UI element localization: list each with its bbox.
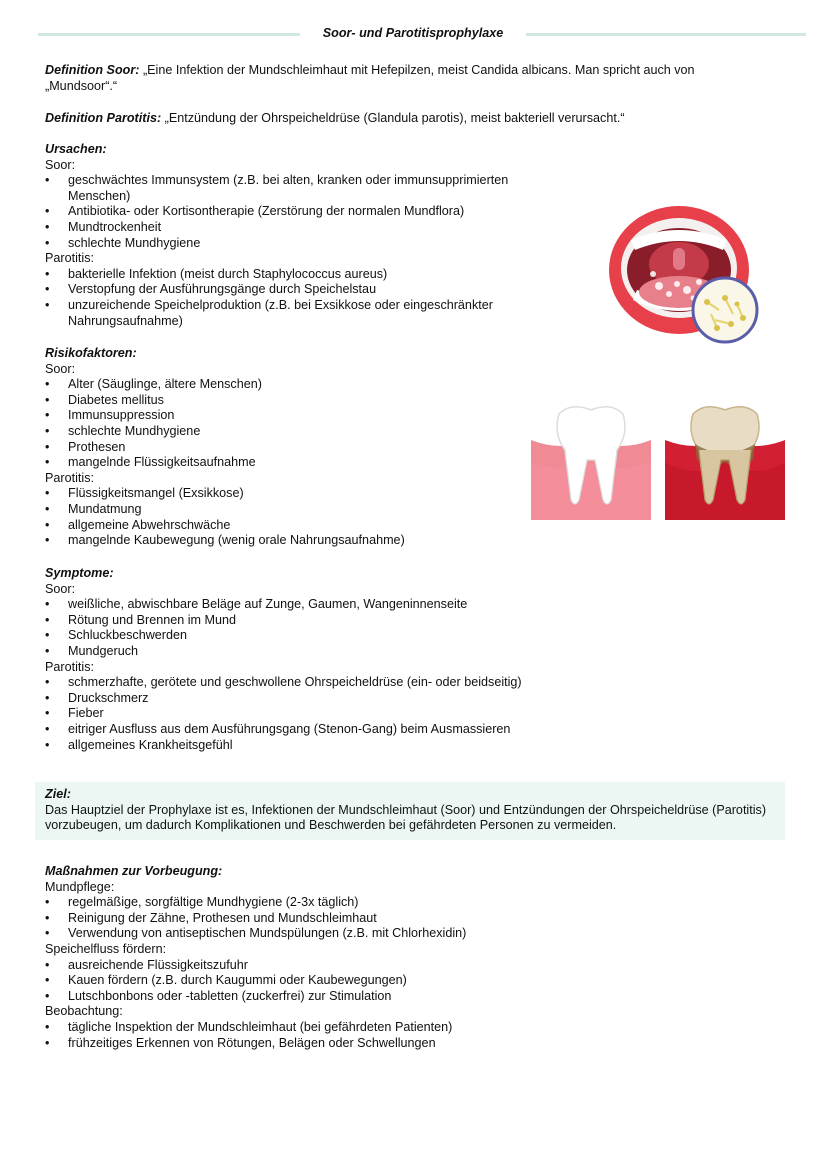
list-item: • Flüssigkeitsmangel (Exsikkose)	[45, 486, 515, 502]
speichelfluss-label: Speichelfluss fördern:	[45, 941, 167, 956]
list-item: • bakterielle Infektion (meist durch Staphylococcus aureus)	[45, 267, 565, 283]
definition-soor-text: „Eine Infektion der Mundschleimhaut mit Hefepilzen, meist Candida albicans. Man spricht auch von „Mundsoor“.“	[45, 63, 695, 93]
list-item: • mangelnde Kaubewegung (wenig orale Nahrungsaufnahme)	[45, 533, 515, 549]
ziel-box	[35, 782, 785, 840]
definition-parotitis-label: Definition Parotitis:	[45, 111, 162, 125]
list-item: • Diabetes mellitus	[45, 393, 515, 409]
list-item: • Mundatmung	[45, 502, 515, 518]
section-ursachen	[45, 142, 565, 329]
mundpflege-list	[45, 895, 745, 942]
risikofaktoren-soor-label: Soor:	[45, 361, 76, 376]
list-item: • Rötung und Brennen im Mund	[45, 613, 645, 629]
healthy-vs-inflamed-gum-illustration	[531, 400, 785, 520]
risikofaktoren-soor-list	[45, 377, 515, 471]
symptome-parotitis-list	[45, 675, 645, 753]
ziel-heading: Ziel:	[45, 787, 71, 801]
title-rule-left	[38, 33, 300, 36]
symptome-parotitis-label: Parotitis:	[45, 659, 94, 674]
symptome-soor-list	[45, 597, 645, 659]
massnahmen-heading: Maßnahmen zur Vorbeugung:	[45, 864, 223, 878]
list-item: • eitriger Ausfluss aus dem Ausführungsgang (Stenon-Gang) beim Ausmassieren	[45, 722, 645, 738]
mundpflege-label: Mundpflege:	[45, 879, 115, 894]
list-item: • Immunsuppression	[45, 408, 515, 424]
definition-parotitis	[45, 111, 765, 127]
list-item: • Druckschmerz	[45, 691, 645, 707]
list-item: • Schluckbeschwerden	[45, 628, 645, 644]
ursachen-soor-list	[45, 173, 565, 251]
list-item: • Mundgeruch	[45, 644, 645, 660]
list-item: • geschwächtes Immunsystem (z.B. bei alten, kranken oder immunsupprimierten Menschen)	[45, 173, 565, 204]
section-risikofaktoren	[45, 346, 515, 549]
list-item: • mangelnde Flüssigkeitsaufnahme	[45, 455, 515, 471]
list-item: • tägliche Inspektion der Mundschleimhaut (bei gefährdeten Patienten)	[45, 1020, 745, 1036]
list-item: • Verstopfung der Ausführungsgänge durch Speichelstau	[45, 282, 565, 298]
list-item: • Reinigung der Zähne, Prothesen und Mundschleimhaut	[45, 911, 745, 927]
list-item: • schlechte Mundhygiene	[45, 236, 565, 252]
title-bar	[38, 26, 806, 42]
list-item: • ausreichende Flüssigkeitszufuhr	[45, 958, 745, 974]
title-rule-right	[526, 33, 806, 36]
list-item: • weißliche, abwischbare Beläge auf Zunge, Gaumen, Wangeninnenseite	[45, 597, 645, 613]
list-item: • unzureichende Speichelproduktion (z.B. bei Exsikkose oder eingeschränkter Nahrungsaufnahme)	[45, 298, 565, 329]
risikofaktoren-heading: Risikofaktoren:	[45, 346, 137, 360]
ursachen-heading: Ursachen:	[45, 142, 107, 156]
list-item: • Verwendung von antiseptischen Mundspülungen (z.B. mit Chlorhexidin)	[45, 926, 745, 942]
beobachtung-label: Beobachtung:	[45, 1004, 123, 1019]
list-item: • Prothesen	[45, 440, 515, 456]
section-symptome	[45, 566, 645, 753]
symptome-heading: Symptome:	[45, 566, 114, 580]
section-massnahmen	[45, 864, 745, 1051]
list-item: • allgemeines Krankheitsgefühl	[45, 738, 645, 754]
speichelfluss-list	[45, 958, 745, 1005]
open-mouth-illustration	[607, 202, 761, 346]
list-item: • schmerzhafte, gerötete und geschwollene Ohrspeicheldrüse (ein- oder beidseitig)	[45, 675, 645, 691]
definition-soor	[45, 63, 765, 94]
ziel-text: Das Hauptziel der Prophylaxe ist es, Infektionen der Mundschleimhaut (Soor) und Entzündungen der Ohrspeicheldrüse (Parotitis) vorzubeugen, um dadurch Komplikationen und Beschwerden bei gefährdeten Personen zu vermeiden.	[45, 802, 767, 833]
list-item: • Lutschbonbons oder -tabletten (zuckerfrei) zur Stimulation	[45, 989, 745, 1005]
symptome-soor-label: Soor:	[45, 581, 76, 596]
list-item: • Mundtrockenheit	[45, 220, 565, 236]
definition-soor-label: Definition Soor:	[45, 63, 140, 77]
list-item: • allgemeine Abwehrschwäche	[45, 518, 515, 534]
risikofaktoren-parotitis-list	[45, 486, 515, 548]
list-item: • regelmäßige, sorgfältige Mundhygiene (2-3x täglich)	[45, 895, 745, 911]
definition-parotitis-text: „Entzündung der Ohrspeicheldrüse (Glandula parotis), meist bakteriell verursacht.“	[164, 111, 625, 125]
list-item: • Kauen fördern (z.B. durch Kaugummi oder Kaubewegungen)	[45, 973, 745, 989]
list-item: • Fieber	[45, 706, 645, 722]
beobachtung-list	[45, 1020, 745, 1051]
ursachen-soor-label: Soor:	[45, 157, 76, 172]
list-item: • Alter (Säuglinge, ältere Menschen)	[45, 377, 515, 393]
ursachen-parotitis-label: Parotitis:	[45, 251, 94, 266]
list-item: • Antibiotika- oder Kortisontherapie (Zerstörung der normalen Mundflora)	[45, 204, 565, 220]
list-item: • frühzeitiges Erkennen von Rötungen, Belägen oder Schwellungen	[45, 1036, 745, 1052]
page-title: Soor- und Parotitisprophylaxe	[322, 26, 504, 40]
risikofaktoren-parotitis-label: Parotitis:	[45, 470, 94, 485]
list-item: • schlechte Mundhygiene	[45, 424, 515, 440]
ursachen-parotitis-list	[45, 267, 565, 329]
